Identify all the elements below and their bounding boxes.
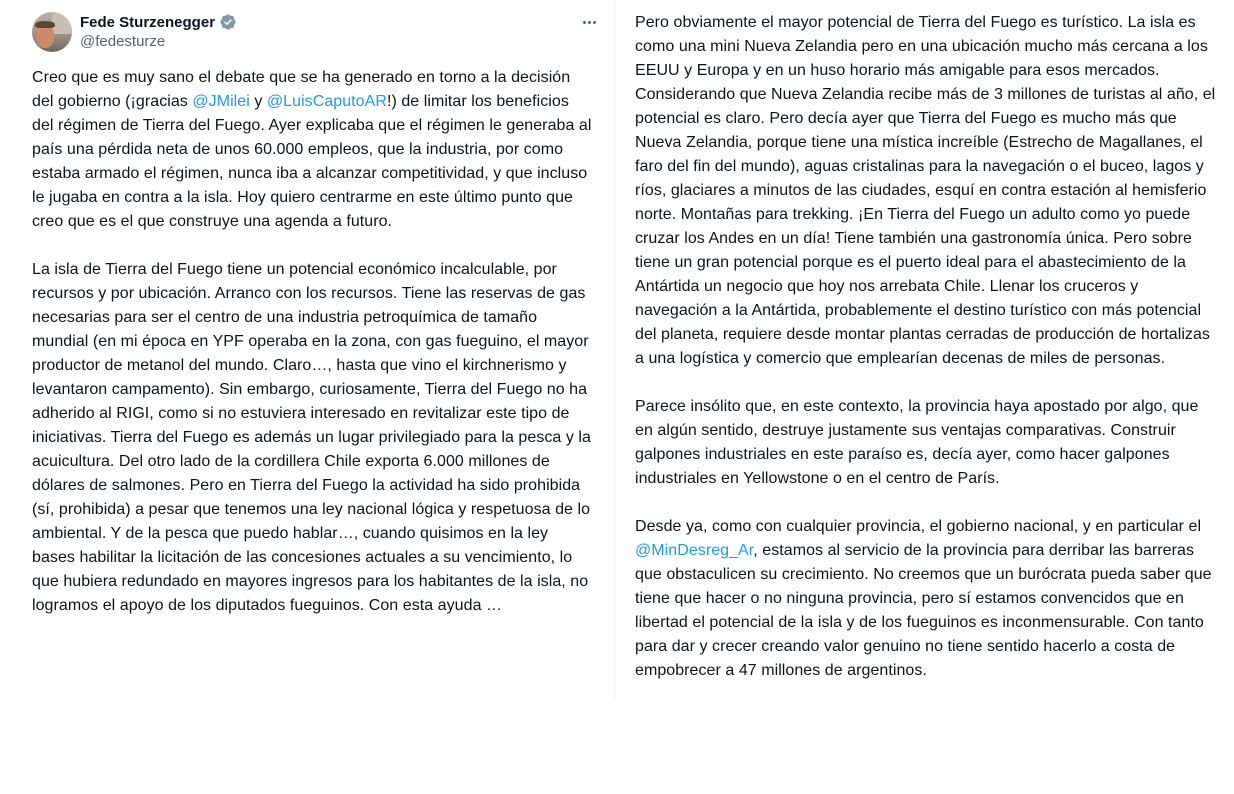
paragraph-4: Parece insólito que, en este contexto, la provincia haya apostado por algo, que en algún sentido, destruye justamente sus ventajas comparativas. Construir galpones industriales en este paraíso es, decía ayer, como hacer galpones industriales en Yellowstone o en el centro de París. <box>635 398 1199 487</box>
mention-link[interactable]: @JMilei <box>192 93 250 110</box>
more-options-icon[interactable] <box>578 12 600 32</box>
paragraph-1: Creo que es muy sano el debate que se ha generado en torno a la decisión del gobierno (¡gracias @JMilei y @LuisCaputoAR!) de limitar los beneficios del régimen de Tierra del Fuego. Ayer explicaba que el régimen le generaba al país una pérdida neta de unos 60.000 empleos, que la industria, por como estaba armado el régimen, nunca iba a alcanzar competitividad, y que incluso le jugaba en contra a la isla. Hoy quiero centrarme en este último punto que creo que es el que construye una agenda a futuro. <box>32 69 592 230</box>
avatar-background <box>52 12 72 34</box>
mention-link[interactable]: @MinDesreg_Ar <box>635 542 754 559</box>
paragraph-5: Desde ya, como con cualquier provincia, el gobierno nacional, y en particular el @MinDesreg_Ar, estamos al servicio de la provincia para derribar las barreras que obstaculicen su crecimiento. No creemos que un burócrata pueda saber que tiene que hacer o no ninguna provincia, pero sí estamos convencidos que en libertad el potencial de la isla y de los fueguinos es inconmensurable. Con tanto para dar y crecer creando valor genuino no tiene sentido hacerlo a costa de empobrecer a 47 millones de argentinos. <box>635 518 1212 679</box>
tweet-text-right <box>635 11 1219 683</box>
avatar-hair <box>35 21 55 28</box>
avatar[interactable] <box>32 12 72 52</box>
author-handle[interactable]: @fedesturze <box>80 33 166 50</box>
author-name-row[interactable] <box>80 12 237 32</box>
paragraph-2: La isla de Tierra del Fuego tiene un potencial económico incalculable, por recursos y por ubicación. Arranco con los recursos. Tiene las reservas de gas necesarias para ser el centro de una industria petroquímica de tamaño mundial (en mi época en YPF operaba en la zona, con gas fueguino, el mayor productor de metanol del mundo. Claro…, hasta que vino el kirchnerismo y levantaron campamento). Sin embargo, curiosamente, Tierra del Fuego no ha adherido al RIGI, como si no estuviera interesado en revitalizar este tipo de iniciativas. Tierra del Fuego es además un lugar privilegiado para la pesca y la acuicultura. Del otro lado de la cordillera Chile exporta 6.000 millones de dólares de salmones. Pero en Tierra del Fuego la actividad ha sido prohibida (sí, prohibida) a pesar que tenemos una ley nacional lógica y respetuosa de lo ambiental. Y de la pesca que puedo hablar…, cuando quisimos en la ley bases habilitar la licitación de las concesiones actuales a su vencimiento, lo que hubiera redundado en mayores ingresos para los habitantes de la isla, no logramos el apoyo de los diputados fueguinos. Con esta ayuda … <box>32 261 591 614</box>
author-display-name[interactable]: Fede Sturzenegger <box>80 13 216 31</box>
verified-badge-icon[interactable] <box>219 13 237 31</box>
tweet-right-column <box>615 0 1234 794</box>
mention-link[interactable]: @LuisCaputoAR <box>266 93 387 110</box>
tweet-text-left <box>32 66 592 618</box>
paragraph-3: Pero obviamente el mayor potencial de Tierra del Fuego es turístico. La isla es como una mini Nueva Zelandia pero en una ubicación mucho más cercana a los EEUU y Europa y en un huso horario más amigable para esos mercados. Considerando que Nueva Zelandia recibe más de 3 millones de turistas al año, el potencial es claro. Pero decía ayer que Tierra del Fuego es mucho más que Nueva Zelandia, porque tiene una mística increíble (Estrecho de Magallanes, el faro del fin del mundo), aguas cristalinas para la navegación o el buceo, lagos y ríos, glaciares a minutos de las ciudades, esquí en contra estación al hemisferio norte. Montañas para trekking. ¡En Tierra del Fuego un adulto como yo puede cruzar los Andes en un día! Tiene también una gastronomía única. Pero sobre tiene un gran potencial porque es el puerto ideal para el abastecimiento de la Antártida un negocio que hoy nos arrebata Chile. Llenar los cruceros y navegación a la Antártida, probablemente el destino turístico con más potencial del planeta, requiere desde montar plantas cerradas de producción de hortalizas a una logística y comercio que emplearían decenas de miles de personas. <box>635 14 1216 367</box>
tweet-left-column <box>0 0 614 700</box>
